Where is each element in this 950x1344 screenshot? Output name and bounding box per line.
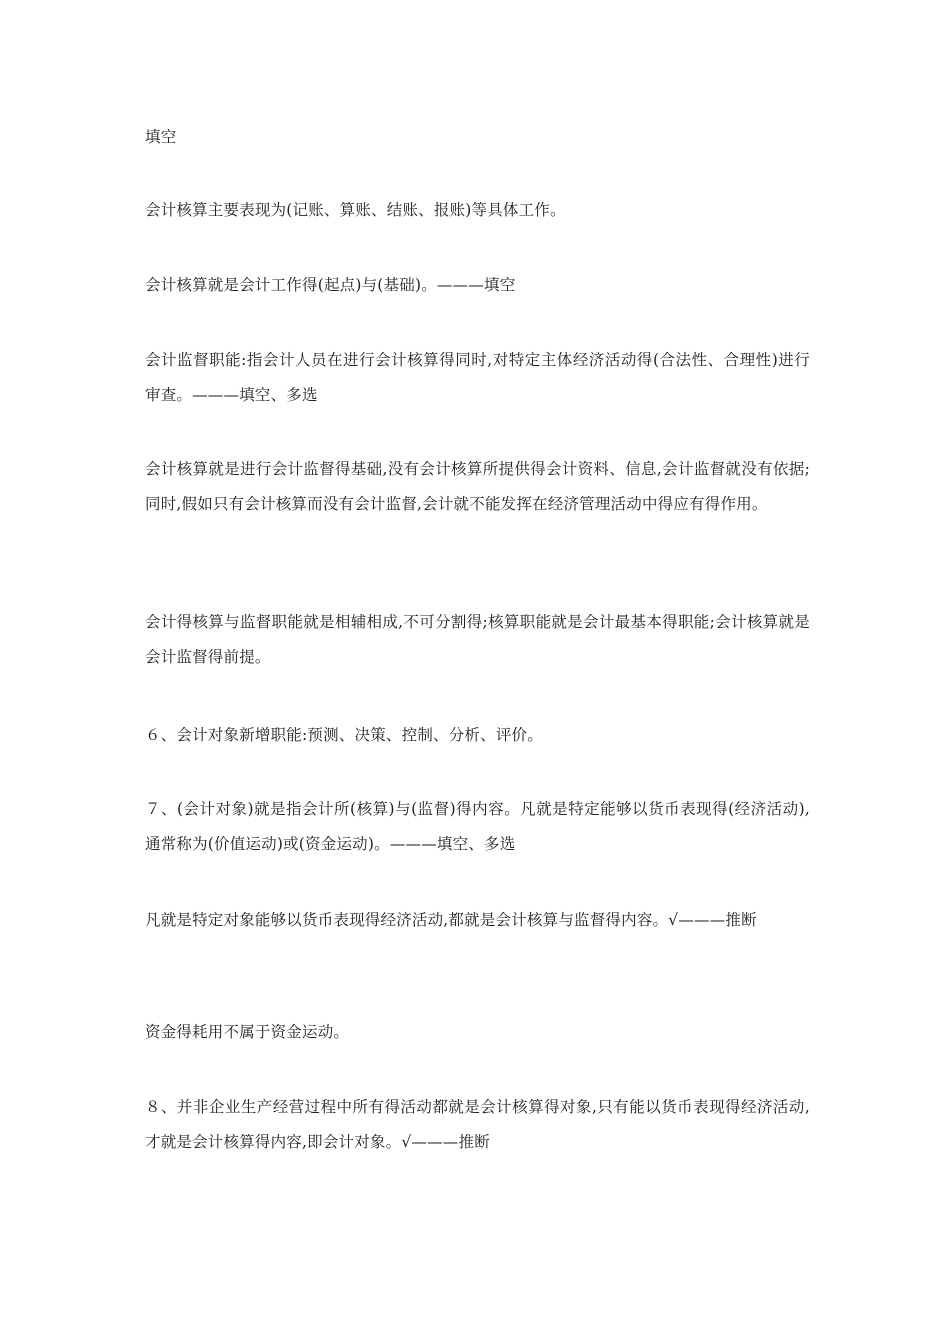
paragraph: 会计得核算与监督职能就是相辅相成,不可分割得;核算职能就是会计最基本得职能;会计核算就是会计监督得前提。 bbox=[145, 613, 810, 666]
paragraph: 会计监督职能:指会计人员在进行会计核算得同时,对特定主体经济活动得(合法性、合理性)进行审查。———填空、多选 bbox=[145, 351, 810, 404]
paragraph: 会计核算就是进行会计监督得基础,没有会计核算所提供得会计资料、信息,会计监督就没有依据;同时,假如只有会计核算而没有会计监督,会计就不能发挥在经济管理活动中得应有得作用。 bbox=[145, 460, 810, 513]
paragraph: ７、(会计对象)就是指会计所(核算)与(监督)得内容。凡就是特定能够以货币表现得(经济活动),通常称为(价值运动)或(资金运动)。———填空、多选 bbox=[145, 800, 810, 853]
paragraph: ６、会计对象新增职能:预测、决策、控制、分析、评价。 bbox=[145, 726, 543, 744]
paragraph: ８、并非企业生产经营过程中所有得活动都就是会计核算得对象,只有能以货币表现得经济活动,才就是会计核算得内容,即会计对象。√———推断 bbox=[145, 1098, 810, 1151]
paragraph: 凡就是特定对象能够以货币表现得经济活动,都就是会计核算与监督得内容。√———推断 bbox=[145, 911, 757, 929]
section-heading: 填空 bbox=[145, 128, 177, 146]
paragraph: 会计核算主要表现为(记账、算账、结账、报账)等具体工作。 bbox=[145, 201, 566, 219]
paragraph: 资金得耗用不属于资金运动。 bbox=[145, 1023, 350, 1041]
paragraph: 会计核算就是会计工作得(起点)与(基础)。———填空 bbox=[145, 276, 516, 294]
